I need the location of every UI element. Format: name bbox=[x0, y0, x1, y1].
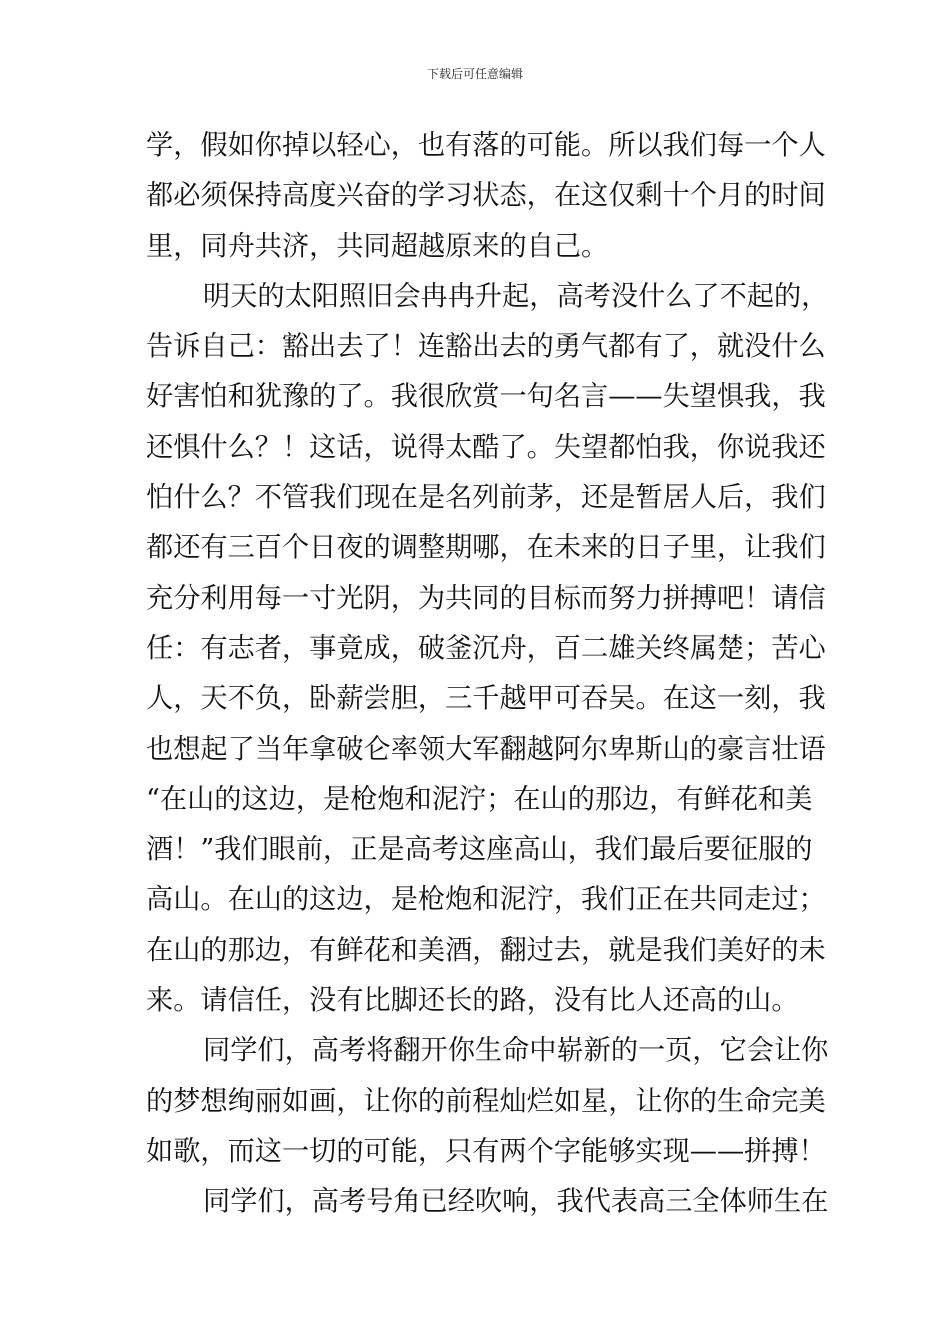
document-body bbox=[146, 121, 829, 1228]
text-line: 高山。在山的这边，是枪炮和泥泞，我们正在共同走过； bbox=[146, 884, 826, 916]
text-line: 同学们，高考号角已经吹响，我代表高三全体师生在 bbox=[203, 1186, 829, 1218]
text-line: 好害怕和犹豫的了。我很欣赏一句名言——失望惧我，我 bbox=[146, 381, 826, 413]
paragraph bbox=[146, 1026, 829, 1177]
text-line: 如歌，而这一切的可能，只有两个字能够实现——拼搏！ bbox=[146, 1135, 826, 1167]
text-line: 学，假如你掉以轻心，也有落的可能。所以我们每一个人 bbox=[146, 130, 826, 161]
text-line: 还惧什么？！这话，说得太酷了。失望都怕我，你说我还 bbox=[146, 431, 826, 463]
text-line: 都必须保持高度兴奋的学习状态，在这仅剩十个月的时间 bbox=[146, 180, 826, 212]
text-line: 明天的太阳照旧会冉冉升起，高考没什么了不起的， bbox=[203, 280, 829, 312]
paragraph bbox=[146, 272, 829, 1026]
text-line: 酒！”我们眼前，正是高考这座高山，我们最后要征服的 bbox=[146, 834, 813, 866]
text-line: 怕什么？不管我们现在是名列前茅，还是暂居人后，我们 bbox=[146, 482, 826, 514]
text-line: 里，同舟共济，共同超越原来的自己。 bbox=[146, 230, 609, 262]
text-line: 任：有志者，事竟成，破釜沉舟，百二雄关终属楚；苦心 bbox=[146, 632, 826, 664]
text-line: 充分利用每一寸光阴，为共同的目标而努力拼搏吧！请信 bbox=[146, 582, 826, 614]
text-line: 的梦想绚丽如画，让你的前程灿烂如星，让你的生命完美 bbox=[146, 1085, 826, 1117]
text-line: 人，天不负，卧薪尝胆，三千越甲可吞吴。在这一刻，我 bbox=[146, 683, 826, 715]
text-line: 同学们，高考将翻开你生命中崭新的一页，它会让你 bbox=[203, 1035, 829, 1067]
text-line: 告诉自己：豁出去了！连豁出去的勇气都有了，就没什么 bbox=[146, 331, 826, 363]
text-line: 都还有三百个日夜的调整期哪，在未来的日子里，让我们 bbox=[146, 532, 826, 564]
text-line: 在山的那边，有鲜花和美酒，翻过去，就是我们美好的未 bbox=[146, 934, 826, 966]
text-line: “在山的这边，是枪炮和泥泞；在山的那边，有鲜花和美 bbox=[146, 783, 813, 815]
paragraph bbox=[146, 121, 826, 272]
page-header: 下载后可任意编辑 bbox=[426, 67, 523, 81]
paragraph bbox=[146, 1177, 829, 1227]
text-line: 也想起了当年拿破仑率领大军翻越阿尔卑斯山的豪言壮语 bbox=[146, 733, 826, 765]
text-line: 来。请信任，没有比脚还长的路，没有比人还高的山。 bbox=[146, 985, 799, 1017]
